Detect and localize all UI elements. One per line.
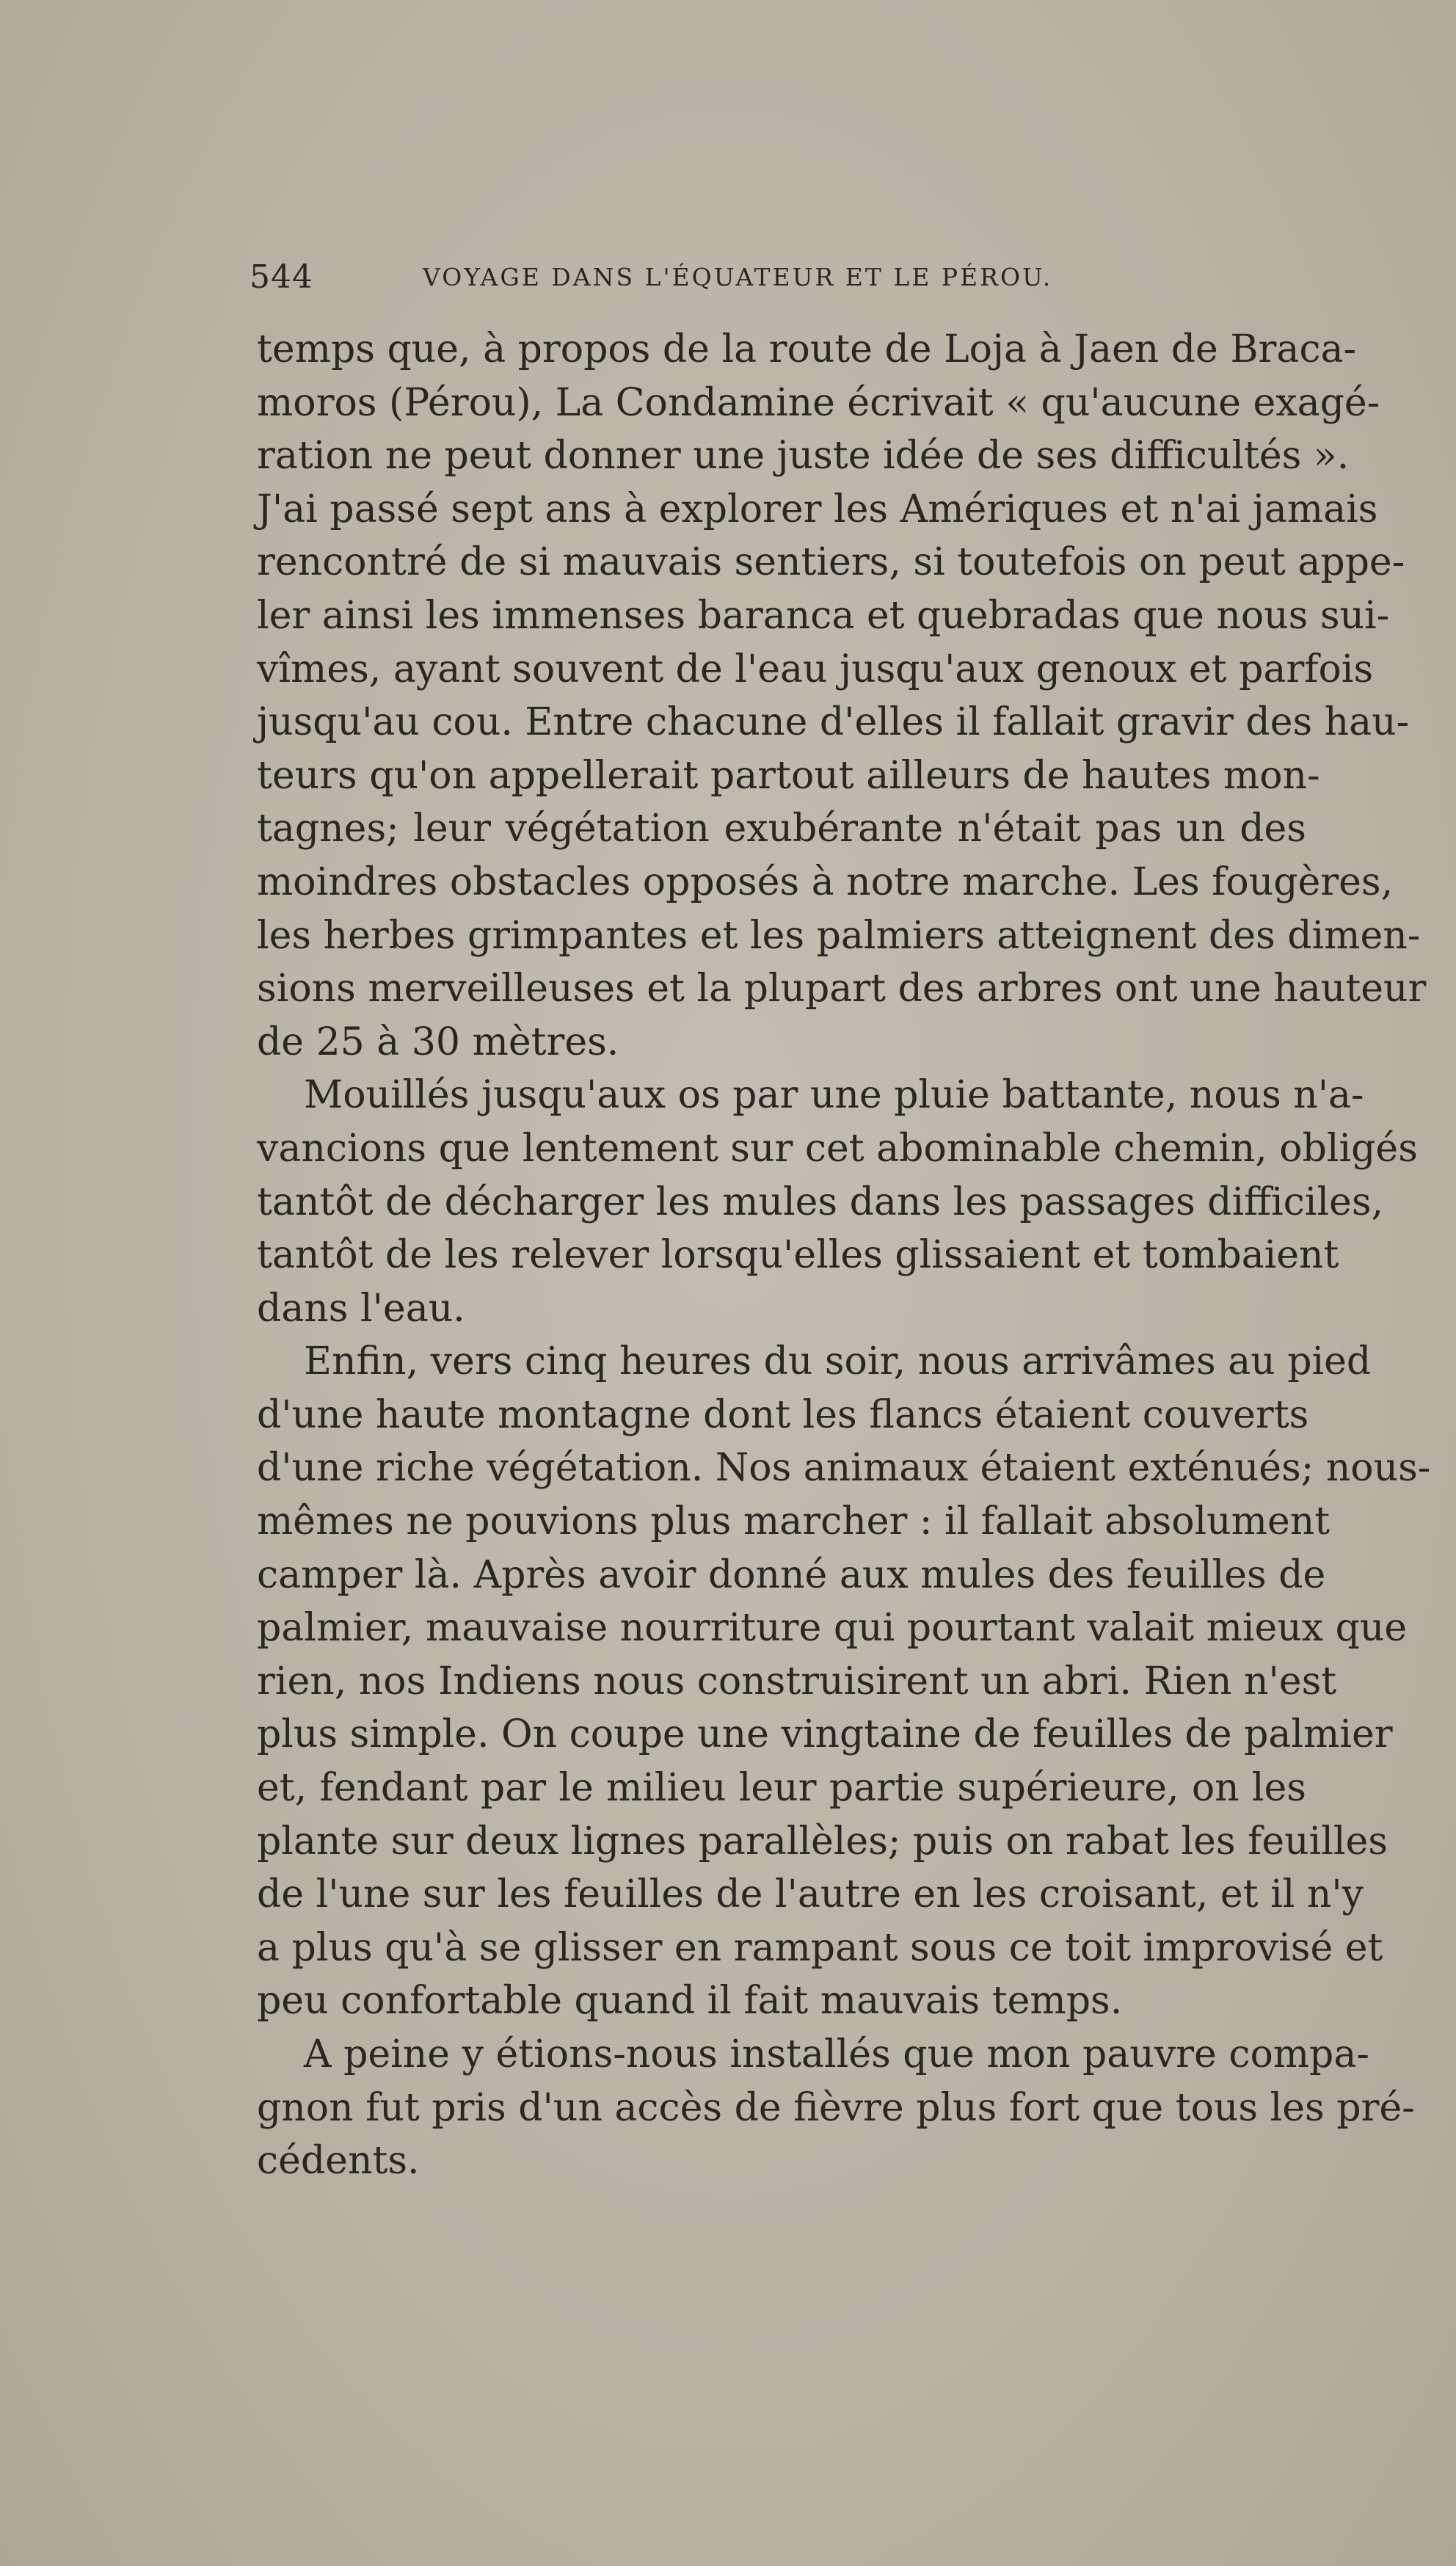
text-line: tantôt de décharger les mules dans les passages difficiles, xyxy=(257,1180,1384,1224)
text-line: peu confortable quand il fait mauvais temps. xyxy=(257,1979,1123,2024)
text-line: vancions que lentement sur cet abominable chemin, obligés xyxy=(257,1126,1418,1171)
text-line: jusqu'au cou. Entre chacune d'elles il fallait gravir des hau- xyxy=(257,700,1410,745)
text-line: de 25 à 30 mètres. xyxy=(257,1020,619,1064)
text-line: les herbes grimpantes et les palmiers atteignent des dimen- xyxy=(257,913,1421,958)
running-head: VOYAGE DANS L'ÉQUATEUR ET LE PÉROU. xyxy=(423,263,1053,291)
text-line: plus simple. On coupe une vingtaine de feuilles de palmier xyxy=(257,1712,1393,1757)
body-text xyxy=(257,323,1431,2188)
text-line: rien, nos Indiens nous construisirent un abri. Rien n'est xyxy=(257,1659,1337,1704)
text-line: temps que, à propos de la route de Loja à Jaen de Braca- xyxy=(257,327,1357,371)
text-line: moindres obstacles opposés à notre marche. Les fougères, xyxy=(257,859,1394,904)
page-number: 544 xyxy=(250,258,313,296)
text-line: Mouillés jusqu'aux os par une pluie battante, nous n'a- xyxy=(304,1073,1364,1118)
text-line: rencontré de si mauvais sentiers, si toutefois on peut appe- xyxy=(257,540,1405,585)
text-line: vîmes, ayant souvent de l'eau jusqu'aux genoux et parfois xyxy=(257,647,1374,691)
text-line: tagnes; leur végétation exubérante n'était pas un des xyxy=(257,807,1306,851)
text-line: palmier, mauvaise nourriture qui pourtant valait mieux que xyxy=(257,1606,1408,1651)
paragraph xyxy=(257,1069,1418,1335)
text-line: dans l'eau. xyxy=(257,1286,465,1331)
text-line: ler ainsi les immenses baranca et quebradas que nous sui- xyxy=(257,593,1390,638)
paragraph xyxy=(257,2028,1415,2188)
text-line: d'une riche végétation. Nos animaux étaient exténués; nous- xyxy=(257,1446,1431,1491)
text-line: mêmes ne pouvions plus marcher : il fallait absolument xyxy=(257,1500,1331,1544)
text-line: sions merveilleuses et la plupart des arbres ont une hauteur xyxy=(257,967,1427,1011)
text-line: gnon fut pris d'un accès de fièvre plus fort que tous les pré- xyxy=(257,2085,1415,2130)
paragraph xyxy=(257,1335,1431,2028)
text-line: teurs qu'on appellerait partout ailleurs de hautes mon- xyxy=(257,753,1320,798)
text-line: plante sur deux lignes parallèles; puis on rabat les feuilles xyxy=(257,1819,1388,1864)
text-line: de l'une sur les feuilles de l'autre en les croisant, et il n'y xyxy=(257,1872,1364,1917)
text-line: ration ne peut donner une juste idée de ses difficultés ». xyxy=(257,434,1350,479)
text-line: d'une haute montagne dont les flancs étaient couverts xyxy=(257,1392,1309,1437)
text-line: tantôt de les relever lorsqu'elles glissaient et tombaient xyxy=(257,1233,1339,1278)
page-header xyxy=(250,258,1115,302)
text-line: camper là. Après avoir donné aux mules des feuilles de xyxy=(257,1552,1326,1597)
text-line: moros (Pérou), La Condamine écrivait « qu'aucune exagé- xyxy=(257,380,1380,425)
text-line: et, fendant par le milieu leur partie supérieure, on les xyxy=(257,1766,1306,1811)
paragraph xyxy=(257,323,1427,1069)
text-line: cédents. xyxy=(257,2139,420,2184)
text-line: Enfin, vers cinq heures du soir, nous arrivâmes au pied xyxy=(304,1340,1372,1384)
text-line: a plus qu'à se glisser en rampant sous ce toit improvisé et xyxy=(257,1925,1383,1970)
text-line: J'ai passé sept ans à explorer les Amériques et n'ai jamais xyxy=(257,487,1378,531)
text-line: A peine y étions-nous installés que mon pauvre compa- xyxy=(304,2032,1369,2076)
